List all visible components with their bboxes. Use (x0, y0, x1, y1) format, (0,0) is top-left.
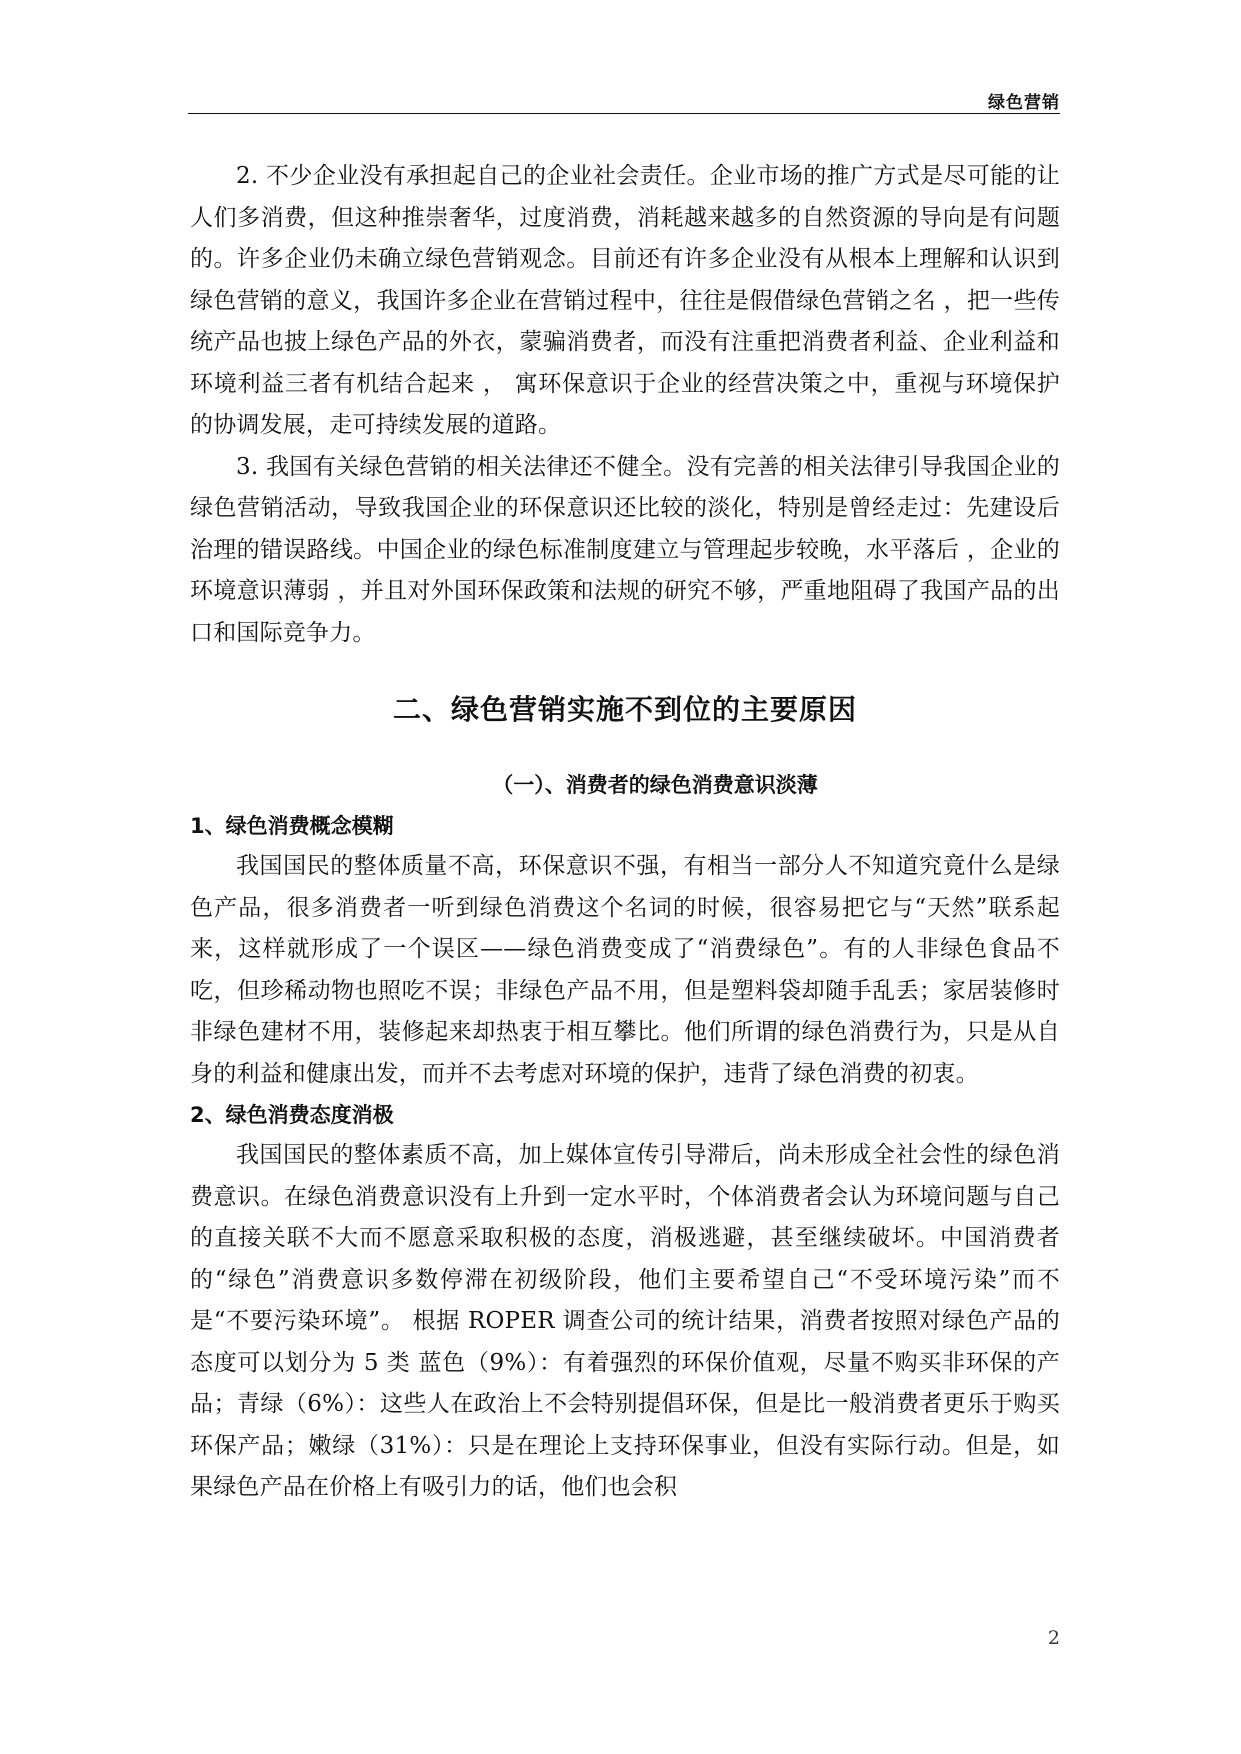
paragraph-point-2: 2. 不少企业没有承担起自己的企业社会责任。企业市场的推广方式是尽可能的让人们多消费，但这种推崇奢华，过度消费，消耗越来越多的自然资源的导向是有问题的。许多企业仍未确立绿色营销观念。目前还有许多企业没有从根本上理解和认识到绿色营销的意义，我国许多企业在营销过程中，往往是假借绿色营销之名 ，把一些传统产品也披上绿色产品的外衣，蒙骗消费者，而没有注重把消费者利益、企业利益和环境利益三者有机结合起来 ， 寓环保意识于企业的经营决策之中，重视与环境保护的协调发展，走可持续发展的道路。 (190, 163, 1060, 438)
subsection-heading: （一）、消费者的绿色消费意识淡薄 (492, 773, 818, 797)
header-divider (188, 113, 1060, 114)
page-body (190, 156, 1060, 1509)
point-paragraph-1: 我国国民的整体质量不高，环保意识不强，有相当一部分人不知道究竟什么是绿色产品，很多消费者一听到绿色消费这个名词的时候，很容易把它与“天然”联系起来，这样就形成了一个误区——绿色消费变成了“消费绿色”。有的人非绿色食品不吃，但珍稀动物也照吃不误；非绿色产品不用，但是塑料袋却随手乱丢；家居装修时非绿色建材不用，装修起来却热衷于相互攀比。他们所谓的绿色消费行为，只是从自身的利益和健康出发，而并不去考虑对环境的保护，违背了绿色消费的初衷。 (190, 853, 1060, 1087)
point-paragraph-2: 我国国民的整体素质不高，加上媒体宣传引导滞后，尚未形成全社会性的绿色消费意识。在绿色消费意识没有上升到一定水平时，个体消费者会认为环境问题与自己的直接关联不大而不愿意采取积极的态度，消极逃避，甚至继续破坏。中国消费者的“绿色”消费意识多数停滞在初级阶段，他们主要希望自己“不受环境污染”而不是“不要污染环境”。 根据 ROPER 调查公司的统计结果，消费者按照对绿色产品的态度可以划分为 5 类 蓝色（9%）：有着强烈的环保价值观，尽量不购买非环保的产品；青绿（6%）：这些人在政治上不会特别提倡环保，但是比一般消费者更乐于购买环保产品；嫩绿（31%）：只是在理论上支持环保事业，但没有实际行动。但是，如果绿色产品在价格上有吸引力的话，他们也会积 (190, 1142, 1060, 1500)
section-heading: 二、绿色营销实施不到位的主要原因 (392, 693, 857, 726)
paragraph-point-3: 3. 我国有关绿色营销的相关法律还不健全。没有完善的相关法律引导我国企业的绿色营销活动，导致我国企业的环保意识还比较的淡化，特别是曾经走过：先建设后治理的错误路线。中国企业的绿色标准制度建立与管理起步较晚，水平落后 ，企业的环境意识薄弱 ，并且对外国环保政策和法规的研究不够，严重地阻碍了我国产品的出口和国际竞争力。 (190, 453, 1060, 646)
running-header-title: 绿色营销 (988, 93, 1060, 113)
page-number: 2 (1047, 1627, 1060, 1649)
point-heading-2: 2、绿色消费态度消极 (190, 1103, 394, 1127)
point-heading-1: 1、绿色消费概念模糊 (190, 814, 394, 838)
